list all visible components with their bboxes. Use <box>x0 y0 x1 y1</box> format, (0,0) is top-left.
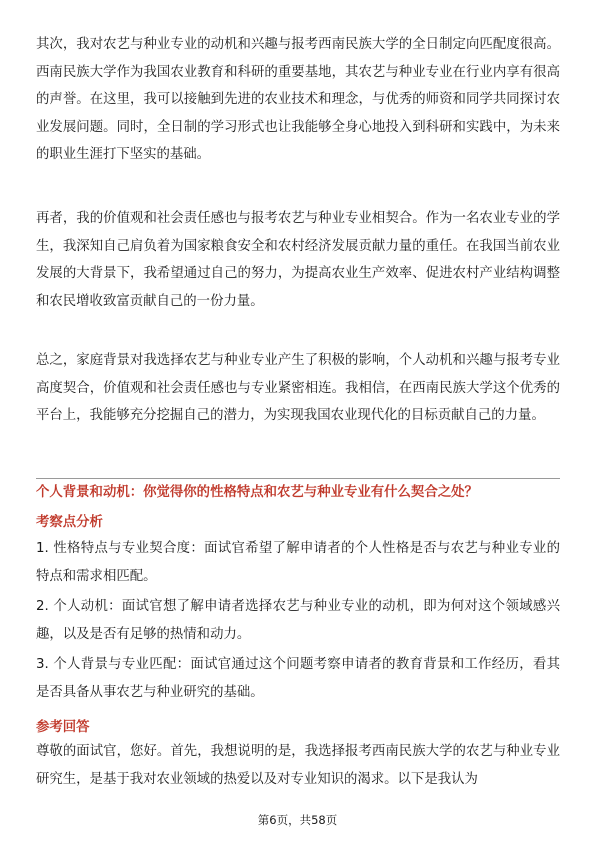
page-number-footer: 第6页，共58页 <box>257 813 338 827</box>
analysis-heading: 考察点分析 <box>36 515 103 530</box>
analysis-item: 1. 性格特点与专业契合度：面试官希望了解申请者的个人性格是否与农艺与种业专业的特点和需求相匹配。 <box>36 541 560 584</box>
paragraph-values: 再者，我的价值观和社会责任感也与报考农艺与种业专业相契合。作为一名农业专业的学生，我深知自己肩负着为国家粮食安全和农村经济发展贡献力量的重任。在我国当前农业发展的大背景下，我希望通过自己的努力，为提高农业生产效率、促进农村产业结构调整和农民增收致富贡献自己的一份力量。 <box>36 211 560 309</box>
paragraph-conclusion: 总之，家庭背景对我选择农艺与种业专业产生了积极的影响，个人动机和兴趣与报考专业高度契合，价值观和社会责任感也与专业紧密相连。我相信，在西南民族大学这个优秀的平台上，我能够充分挖掘自己的潜力，为实现我国农业现代化的目标贡献自己的力量。 <box>36 353 560 424</box>
answer-text: 尊敬的面试官，您好。首先，我想说明的是，我选择报考西南民族大学的农艺与种业专业研究生，是基于我对农业领域的热爱以及对专业知识的渴求。以下是我认为 <box>36 744 560 787</box>
analysis-item: 2. 个人动机：面试官想了解申请者选择农艺与种业专业的动机，即为何对这个领域感兴趣，以及是否有足够的热情和动力。 <box>36 599 560 642</box>
paragraph-motivation: 其次，我对农艺与种业专业的动机和兴趣与报考西南民族大学的全日制定向匹配度很高。西南民族大学作为我国农业教育和科研的重要基地，其农艺与种业专业在行业内享有很高的声誉。在这里，我可以接触到先进的农业技术和理念，与优秀的师资和同学共同探讨农业发展问题。同时，全日制的学习形式也让我能够全身心地投入到科研和实践中，为未来的职业生涯打下坚实的基础。 <box>36 37 560 163</box>
analysis-item: 3. 个人背景与专业匹配：面试官通过这个问题考察申请者的教育背景和工作经历，看其是否具备从事农艺与种业研究的基础。 <box>36 657 560 700</box>
section-divider <box>36 478 560 479</box>
answer-heading: 参考回答 <box>36 720 90 735</box>
interview-question: 个人背景和动机：你觉得你的性格特点和农艺与种业专业有什么契合之处？ <box>36 485 478 500</box>
